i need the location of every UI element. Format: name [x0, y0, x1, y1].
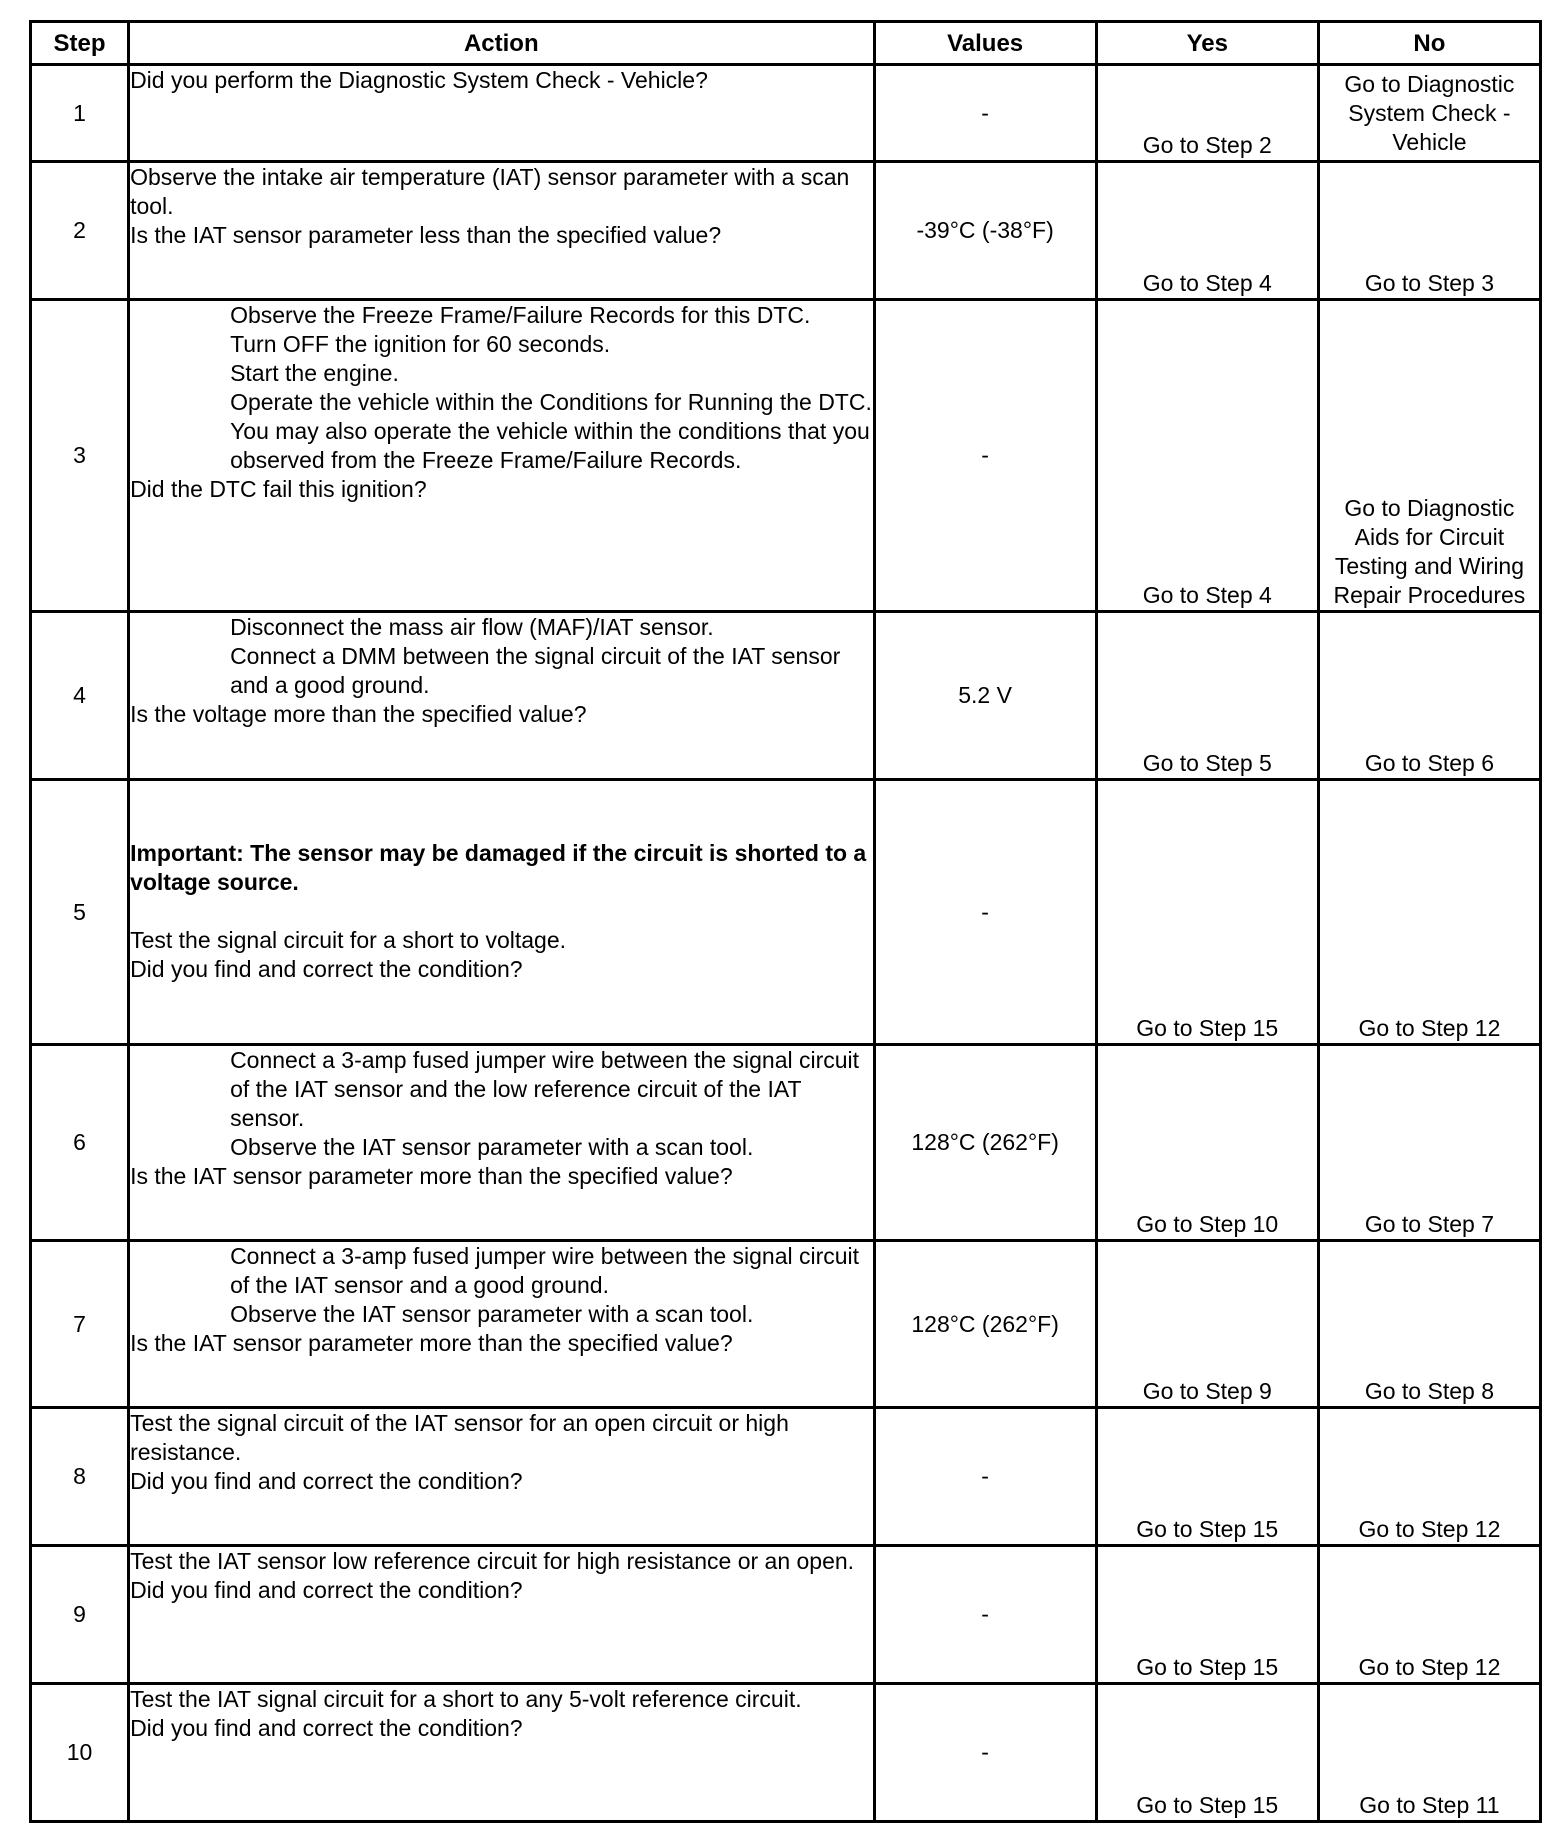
action-text: Observe the IAT sensor parameter with a scan tool. — [230, 1134, 754, 1160]
step-number: 3 — [31, 300, 129, 612]
value-cell: -39°C (-38°F) — [874, 162, 1096, 300]
step-number: 6 — [31, 1045, 129, 1241]
table-row — [31, 162, 1541, 300]
table-row — [31, 780, 1541, 1045]
action-text: Test the signal circuit of the IAT sensor for an open circuit or high resistance. — [130, 1410, 789, 1465]
value-cell: - — [874, 1546, 1096, 1684]
step-number: 2 — [31, 162, 129, 300]
no-cell: Go to Diagnostic Aids for Circuit Testing and Wiring Repair Procedures — [1318, 300, 1540, 612]
header-values: Values — [874, 22, 1096, 65]
action-text: Connect a 3-amp fused jumper wire between the signal circuit of the IAT sensor and the low reference circuit of the IAT sensor. — [230, 1047, 860, 1131]
yes-cell: Go to Step 5 — [1096, 612, 1318, 780]
no-cell: Go to Step 12 — [1318, 1546, 1540, 1684]
action-text: Test the IAT signal circuit for a short to any 5-volt reference circuit. — [130, 1686, 802, 1712]
value-cell: 5.2 V — [874, 612, 1096, 780]
yes-cell: Go to Step 10 — [1096, 1045, 1318, 1241]
yes-cell: Go to Step 4 — [1096, 162, 1318, 300]
action-text: Connect a DMM between the signal circuit of the IAT sensor and a good ground. — [230, 643, 841, 698]
action-cell — [129, 612, 874, 780]
header-step: Step — [31, 22, 129, 65]
value-cell: 128°C (262°F) — [874, 1045, 1096, 1241]
value-cell: - — [874, 780, 1096, 1045]
value-cell: - — [874, 300, 1096, 612]
no-cell: Go to Step 11 — [1318, 1684, 1540, 1822]
yes-cell: Go to Step 15 — [1096, 1684, 1318, 1822]
action-cell — [129, 1546, 874, 1684]
action-cell — [129, 780, 874, 1045]
yes-cell: Go to Step 9 — [1096, 1241, 1318, 1408]
action-text: Observe the Freeze Frame/Failure Records for this DTC. — [230, 302, 811, 328]
action-text: Observe the IAT sensor parameter with a scan tool. — [230, 1301, 754, 1327]
step-number: 5 — [31, 780, 129, 1045]
action-question: Did the DTC fail this ignition? — [130, 476, 427, 502]
action-cell — [129, 1045, 874, 1241]
action-text: Disconnect the mass air flow (MAF)/IAT sensor. — [230, 614, 714, 640]
action-text: Start the engine. — [230, 360, 399, 386]
table-row — [31, 1045, 1541, 1241]
table-row — [31, 1546, 1541, 1684]
table-row — [31, 612, 1541, 780]
table-row — [31, 1408, 1541, 1546]
value-cell: - — [874, 65, 1096, 162]
yes-cell: Go to Step 4 — [1096, 300, 1318, 612]
step-number: 1 — [31, 65, 129, 162]
action-cell — [129, 1684, 874, 1822]
step-number: 7 — [31, 1241, 129, 1408]
value-cell: - — [874, 1684, 1096, 1822]
step-number: 4 — [31, 612, 129, 780]
important-note: Important: The sensor may be damaged if the circuit is shorted to a voltage source. — [130, 840, 867, 895]
table-row — [31, 1684, 1541, 1822]
no-cell: Go to Step 12 — [1318, 780, 1540, 1045]
no-cell: Go to Step 3 — [1318, 162, 1540, 300]
header-yes: Yes — [1096, 22, 1318, 65]
action-text: Connect a 3-amp fused jumper wire between the signal circuit of the IAT sensor and a good ground. — [230, 1243, 860, 1298]
action-question: Did you find and correct the condition? — [130, 1468, 523, 1494]
yes-cell: Go to Step 2 — [1096, 65, 1318, 162]
action-question: Did you find and correct the condition? — [130, 1715, 523, 1741]
step-number: 10 — [31, 1684, 129, 1822]
diagnostic-table — [29, 20, 1542, 1823]
header-row — [31, 22, 1541, 65]
table-row — [31, 65, 1541, 162]
table-row — [31, 1241, 1541, 1408]
action-question: Did you find and correct the condition? — [130, 1577, 523, 1603]
action-cell — [129, 1241, 874, 1408]
no-cell: Go to Step 7 — [1318, 1045, 1540, 1241]
value-cell: - — [874, 1408, 1096, 1546]
action-text: Observe the intake air temperature (IAT) sensor parameter with a scan tool. — [130, 164, 850, 219]
action-question: Is the voltage more than the specified value? — [130, 701, 587, 727]
no-cell: Go to Step 6 — [1318, 612, 1540, 780]
step-number: 9 — [31, 1546, 129, 1684]
action-text: Operate the vehicle within the Conditions for Running the DTC. You may also operate the vehicle within the conditions that you observed from the Freeze Frame/Failure Records. — [230, 389, 872, 473]
action-text: Did you perform the Diagnostic System Check - Vehicle? — [130, 67, 708, 93]
action-question: Did you find and correct the condition? — [130, 956, 523, 982]
action-cell — [129, 162, 874, 300]
action-text: Turn OFF the ignition for 60 seconds. — [230, 331, 611, 357]
table-row — [31, 300, 1541, 612]
header-action: Action — [129, 22, 874, 65]
yes-cell: Go to Step 15 — [1096, 1408, 1318, 1546]
action-text: Test the signal circuit for a short to voltage. — [130, 927, 566, 953]
action-text: Test the IAT sensor low reference circuit for high resistance or an open. — [130, 1548, 855, 1574]
value-cell: 128°C (262°F) — [874, 1241, 1096, 1408]
no-cell: Go to Step 8 — [1318, 1241, 1540, 1408]
yes-cell: Go to Step 15 — [1096, 780, 1318, 1045]
header-no: No — [1318, 22, 1540, 65]
no-cell: Go to Step 12 — [1318, 1408, 1540, 1546]
action-cell — [129, 300, 874, 612]
action-question: Is the IAT sensor parameter more than the specified value? — [130, 1163, 733, 1189]
no-cell: Go to Diagnostic System Check - Vehicle — [1318, 65, 1540, 162]
action-question: Is the IAT sensor parameter more than the specified value? — [130, 1330, 733, 1356]
step-number: 8 — [31, 1408, 129, 1546]
action-question: Is the IAT sensor parameter less than the specified value? — [130, 222, 722, 248]
yes-cell: Go to Step 15 — [1096, 1546, 1318, 1684]
action-cell — [129, 65, 874, 162]
action-cell — [129, 1408, 874, 1546]
